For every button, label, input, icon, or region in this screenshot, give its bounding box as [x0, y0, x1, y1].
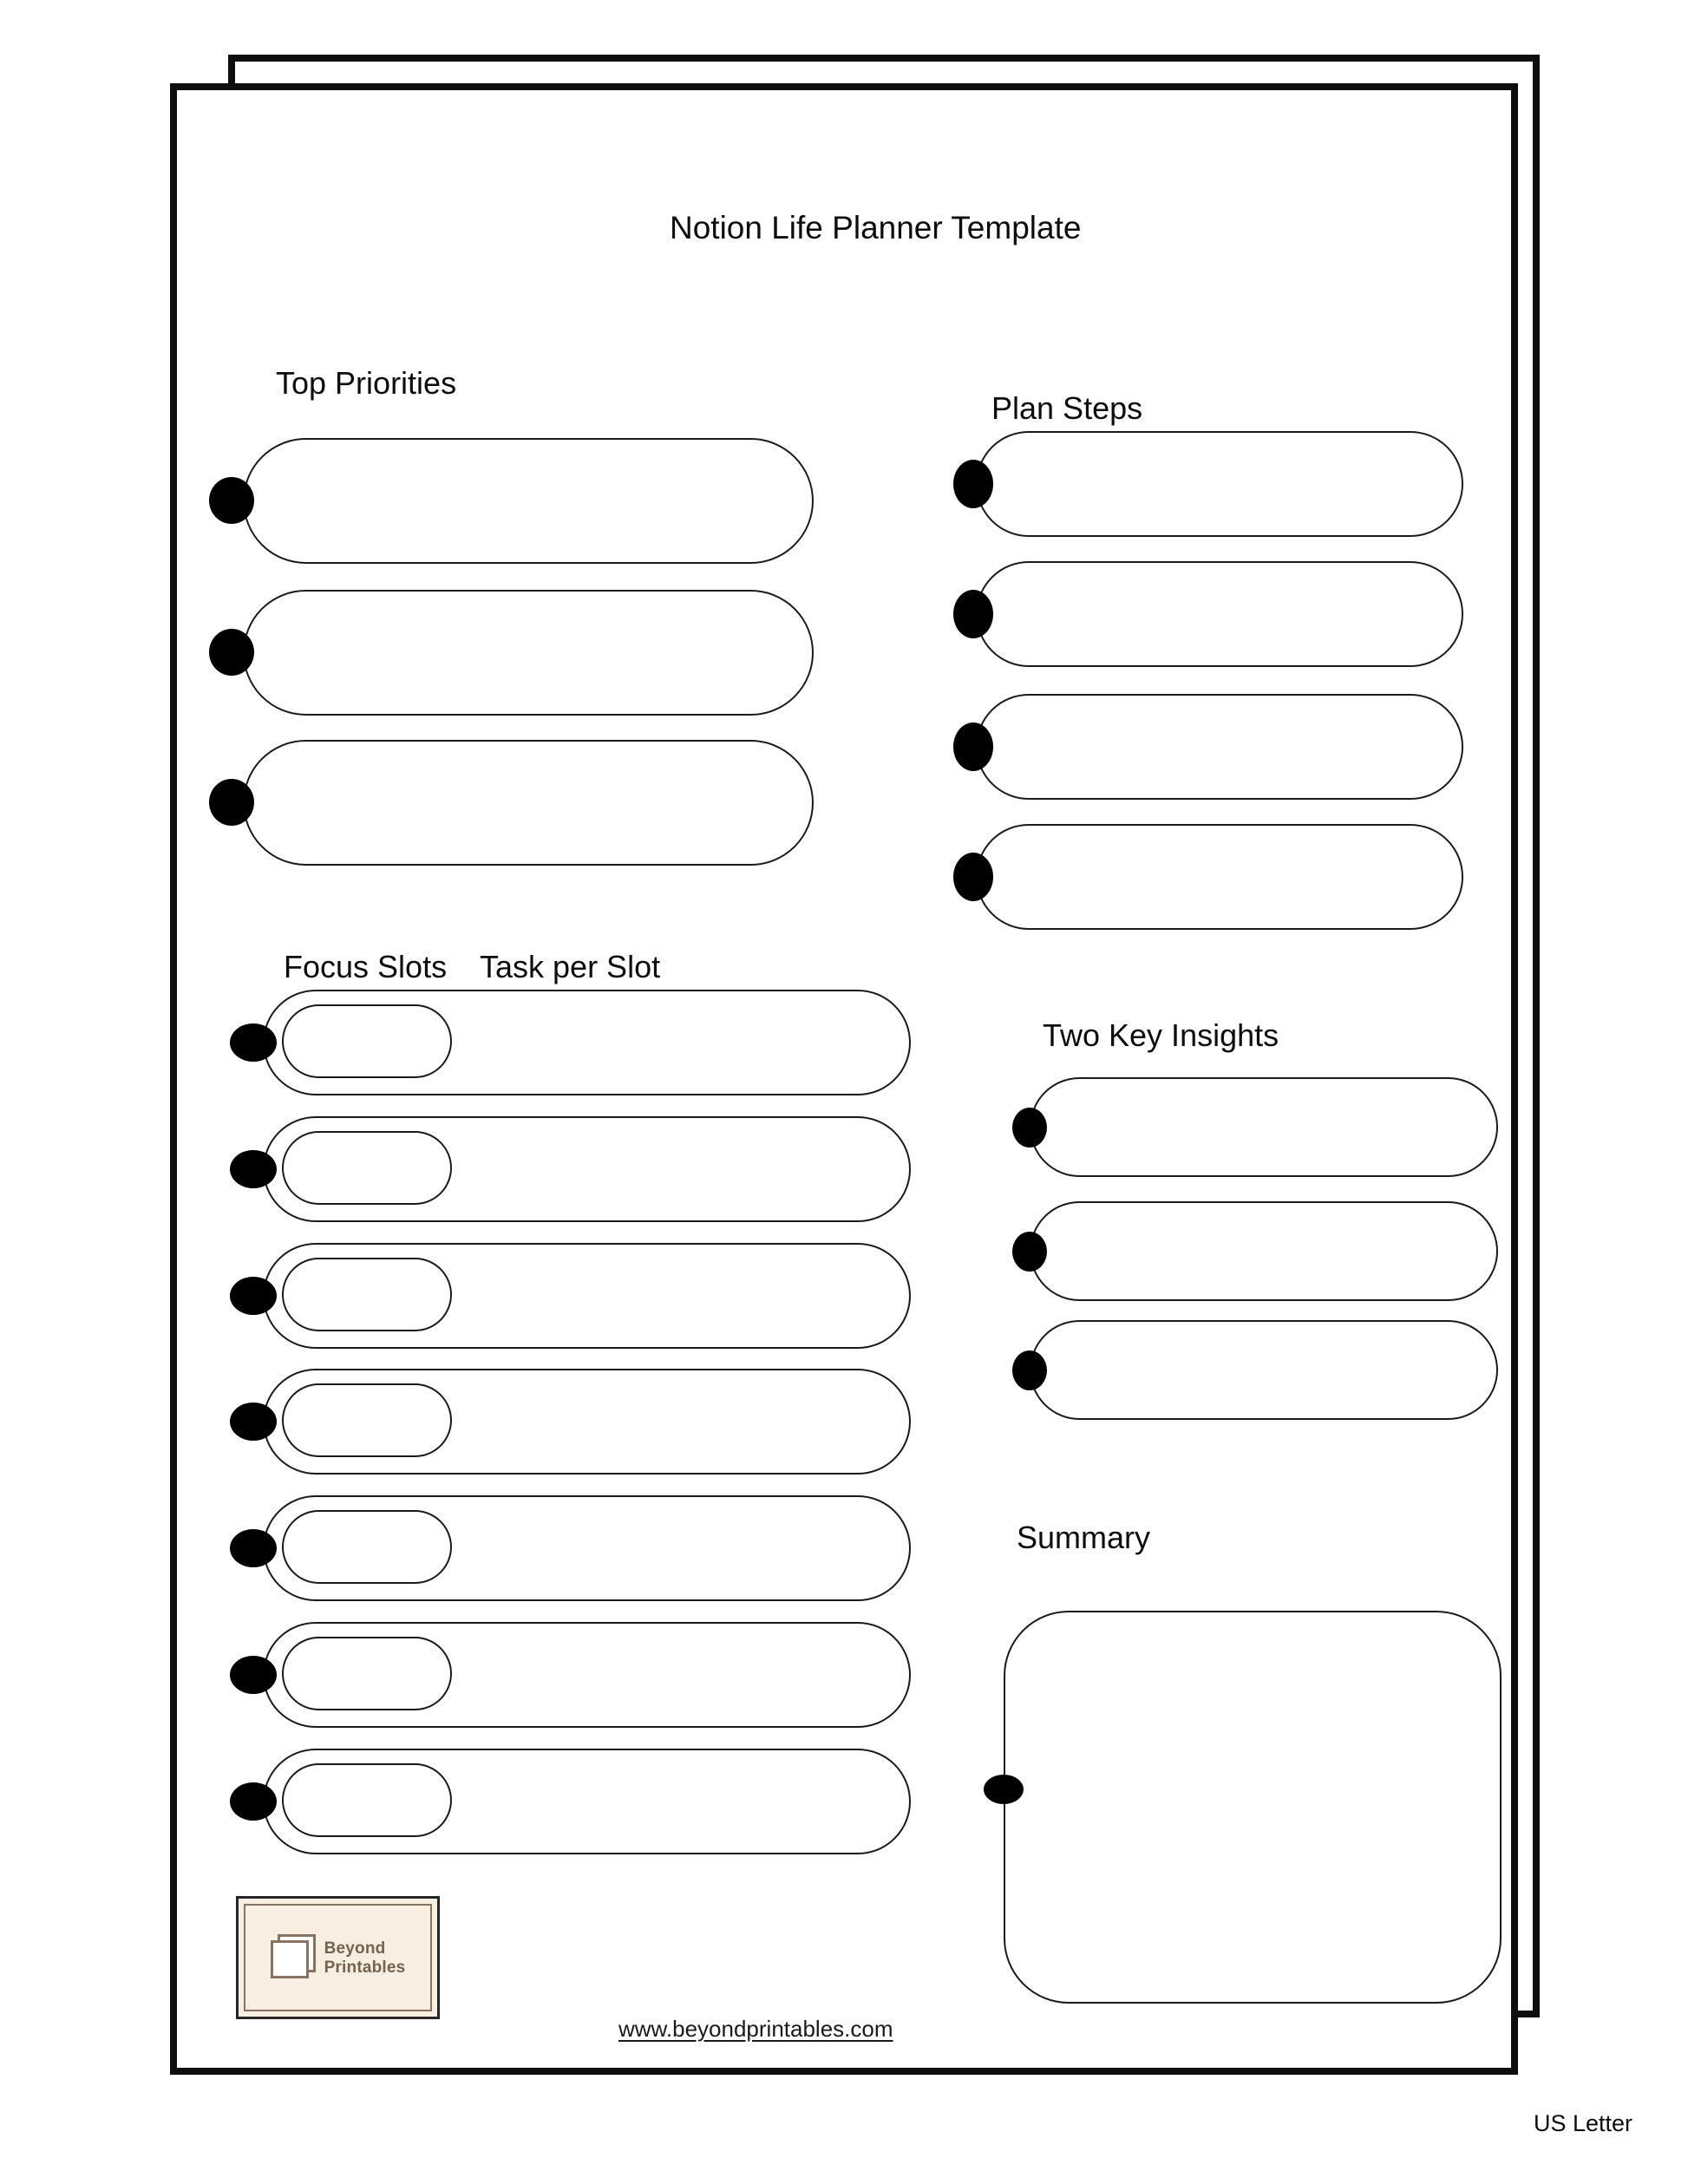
plan-steps-heading: Plan Steps: [991, 390, 1143, 426]
insight-slot: [1030, 1201, 1498, 1301]
plan-step-slot: [976, 431, 1463, 537]
insight-slot: [1030, 1077, 1498, 1177]
focus-slot-bullet-dot: [230, 1782, 277, 1821]
plan-step-bullet-dot: [953, 723, 993, 771]
focus-slot-bullet-dot: [230, 1023, 277, 1062]
priority-slot: [243, 740, 814, 866]
brand-logo-frame: [244, 1904, 432, 2011]
focus-slot-time-pill: [282, 1637, 452, 1710]
two-key-insights-heading: Two Key Insights: [1043, 1017, 1279, 1053]
summary-heading: Summary: [1017, 1520, 1151, 1555]
summary-bullet-dot: [984, 1775, 1024, 1804]
summary-box: [1004, 1611, 1502, 2004]
focus-slot-bullet-dot: [230, 1150, 277, 1188]
stacked-pages-icon: [271, 1934, 316, 1981]
focus-slot-bullet-dot: [230, 1529, 277, 1567]
priority-slot: [243, 438, 814, 564]
insight-bullet-dot: [1012, 1108, 1047, 1148]
focus-slot-time-pill: [282, 1131, 452, 1205]
top-priorities-heading: Top Priorities: [276, 365, 457, 401]
plan-step-bullet-dot: [953, 853, 993, 901]
stacked-pages-icon-front-page: [271, 1940, 309, 1978]
task-per-slot-heading: Task per Slot: [480, 949, 661, 984]
brand-name: [324, 1940, 406, 1976]
plan-step-slot: [976, 561, 1463, 667]
plan-step-bullet-dot: [953, 590, 993, 638]
priority-bullet-dot: [209, 477, 254, 524]
focus-slot-time-pill: [282, 1510, 452, 1584]
plan-step-bullet-dot: [953, 460, 993, 508]
brand-name-line1: Beyond: [324, 1939, 386, 1958]
focus-slots-heading: Focus Slots: [284, 949, 448, 984]
insight-bullet-dot: [1012, 1350, 1047, 1390]
focus-slot-time-pill: [282, 1763, 452, 1837]
focus-slot-bullet-dot: [230, 1403, 277, 1441]
priority-bullet-dot: [209, 779, 254, 826]
focus-slot-bullet-dot: [230, 1656, 277, 1694]
brand-logo: [236, 1896, 440, 2019]
paper-size-label: US Letter: [1534, 2110, 1633, 2136]
priority-slot: [243, 590, 814, 716]
focus-slot-bullet-dot: [230, 1277, 277, 1315]
page-title: Notion Life Planner Template: [670, 210, 1082, 245]
brand-name-line2: Printables: [324, 1958, 406, 1977]
plan-step-slot: [976, 824, 1463, 930]
insight-bullet-dot: [1012, 1232, 1047, 1272]
focus-slot-time-pill: [282, 1004, 452, 1078]
priority-bullet-dot: [209, 629, 254, 676]
plan-step-slot: [976, 694, 1463, 800]
insight-slot: [1030, 1320, 1498, 1420]
focus-slot-time-pill: [282, 1383, 452, 1457]
website-link[interactable]: www.beyondprintables.com: [618, 2016, 893, 2042]
focus-slot-time-pill: [282, 1258, 452, 1331]
